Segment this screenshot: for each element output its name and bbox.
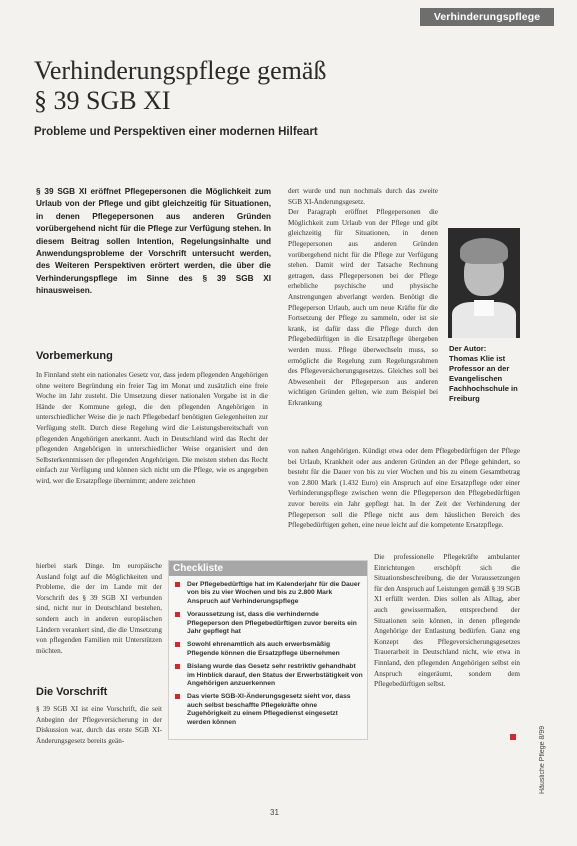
bullet-square-icon bbox=[175, 642, 180, 647]
title-line-1: Verhinderungspflege gemäß bbox=[34, 56, 327, 85]
article-title bbox=[34, 56, 534, 116]
end-mark-icon bbox=[510, 734, 516, 740]
checklist-item: Der Pflegebedürftige hat im Kalenderjahr für die Dauer von bis zu vier Wochen und bis zu 2.800 Mark Anspruch auf Verhinderungspflege bbox=[175, 581, 363, 606]
side-label: Häusliche Pflege 8/99 bbox=[539, 725, 546, 794]
heading-vorschrift: Die Vorschrift bbox=[36, 686, 108, 698]
checklist-item: Das vierte SGB-XI-Änderungsgesetz sieht vor, dass auch selbst beschaffte Pflegekräfte ohne Zugehörigkeit zu einem Pflegedienst eingesetzt werden können bbox=[175, 693, 363, 727]
checklist-heading: Checkliste bbox=[169, 561, 367, 576]
bullet-square-icon bbox=[175, 612, 180, 617]
lead-paragraph: § 39 SGB XI eröffnet Pflegepersonen die Möglichkeit zum Urlaub von der Pflege und gibt gleichzeitig für Situationen, in denen Pflegepersonen aus anderen Gründen vorübergehend nicht für die Pflege zur Verfügung stehen. In diesem Beitrag sollen Intention, Regelungsinhalte und Anwendungsprobleme der Vorschrift untersucht werden, des Weiteren Perspektiven erörtert werden, die über die Verhinderungspflege im Sinne des § 39 SGB XI hinausweisen. bbox=[36, 187, 271, 296]
text-vorbemerkung: In Finnland steht ein nationales Gesetz vor, dass jedem pflegenden Angehörigen ohne weitere Begründung ein freier Tag im Monat und zusätzlich eine freie Woche im Jahr zusteht. Die Umsetzung dieser nationalen Vorgabe ist in die Hände der Kommune gelegt, die den pflegenden Angehörigen in unterschiedlicher Weise die je nach Pflegebedarf benötigten Gelegenheiten zur Verfügung stellt. Durch diese Regelung wird die Leistungsbereitschaft von pflegenden Angehörigen anerkannt. Auch in Deutschland wird das Recht der pflegenden Angehörigen in unterschiedlicher Weise organisiert und den Selbsterkenntnissen der pflegenden Angehörigen. Die meisten stehen das Recht einfach zur Verfügung und können sich nicht um die Pflege, wie es angegeben wird, wer die Ersatzpflege übernimmt; andere zeichnen bbox=[36, 371, 268, 485]
text-vorschrift: § 39 SGB XI ist eine Vorschrift, die seit Anbeginn der Pflegeversicherung in der Diskussion war, durch das erste SGB XI-Änderungsgesetz bereits geän- bbox=[36, 705, 162, 745]
page-number: 31 bbox=[270, 808, 279, 817]
checklist-box bbox=[168, 560, 368, 740]
author-caption: Der Autor: Thomas Klie ist Professor an der Evangelischen Fachhochschule in Freiburg bbox=[449, 344, 518, 403]
author-photo bbox=[448, 228, 520, 338]
text-right-column-2: Die professionelle Pflegekräfte ambulanter Einrichtungen erschöpft sich die Situationsbeschreibung, die der Voraussetzungen für den Anspruch auf Leistungen gemäß § 39 SGB XI erfüllt werden. Dies sollen als Alltag, aber auch gewissermaßen, entsprechend der Situationen sein können, in denen pflegende Angehörige der Entlastung bedürfen. Ganz eng Konzept des Pflegeversicherungsgesetzes Trauerarbeit in Deutschland nicht, wie etwa in Finnland, den pflegenden Angehörigen selbst ein Anspruch eingeräumt, sondern dem Pflegebedürftigen selbst. bbox=[374, 553, 520, 689]
checklist-item: Sowohl ehrenamtlich als auch erwerbsmäßig Pflegende können die Ersatzpflege übernehmen bbox=[175, 641, 363, 658]
heading-vorbemerkung: Vorbemerkung bbox=[36, 350, 113, 362]
article-subtitle: Probleme und Perspektiven einer modernen Hilfeart bbox=[34, 126, 318, 138]
checklist-item: Voraussetzung ist, dass die verhindernde Pflegeperson den Pflegebedürftigen zuvor bereits ein Jahr gepflegt hat bbox=[175, 611, 363, 636]
checklist-item: Bislang wurde das Gesetz sehr restriktiv gehandhabt im Hinblick darauf, den Status der Erwerbstätigkeit von Angehörigen anzuerkennen bbox=[175, 663, 363, 688]
text-right-column: von nahen Angehörigen. Kündigt etwa oder dem Pflegebedürftigen der Pflege bei Urlaub, Krankheit oder aus anderen Gründen an der Pflege gehindert, so besteht für die Dauer von bis zu vier Wochen und bis zu einem Gesamtbetrag von 2.800 Mark (1.432 Euro) ein Anspruch auf eine Ersatzpflege oder einer Verhinderungspflege zwischen wenn die Pflegeperson den Pflegebedürftigen zuvor bereits ein Jahr gepflegt hat. In der Zeit der Verhinderung der Pflegeperson soll die Pflege nicht aus dem häuslichen Bereich des Pflegebedürftigen gehen, eine neue leicht auf die kompetente Ersatzpflege. bbox=[288, 447, 520, 530]
bullet-square-icon bbox=[175, 582, 180, 587]
text-middle-column: dert wurde und nun nochmals durch das zweite SGB XI-Änderungsgesetz. Der Paragraph eröffnet Pflegepersonen die Möglichkeit zum Urlaub von der Pflege und gibt gleichzeitig für Situationen, in denen Pflegepersonen aus anderen Gründen vorübergehend nicht für die Pflege zur Verfügung stehen. Damit wird der Tatsache Rechnung getragen, dass Pflegepersonen bei der Pflege erhebliche psychische und physische Anstrengungen abverlangt werden. Benötigt die Pflegeperson Urlaub, auch um neue Kräfte für die Fortsetzung der Pflege zu sammeln, oder ist sie krank, ist dafür dass die Pflege durch den Pflegebedürftigen in die Ersatzpflege übergeben werden muss. Pflege überwechseln muss, so ermöglicht die Regelung zum Regelungsrahmen des Pflegeversicherungsgesetzes. Gleiches soll bei Abwesenheit der Pflegeperson aus anderen wichtigen Gründen gelten, wie zum Beispiel bei Erkrankung bbox=[288, 187, 438, 407]
text-vorbemerkung-cont: hierbei stark Dinge. Im europäische Ausland folgt auf die Möglichkeiten und Probleme, die der im Lande mit der Vorschrift des § 39 SGB XI verbunden sind, nicht nur in Deutschland bestehen, sondern auch in anderen europäischen Ländern verankert sind, die die Umsetzung von pflegenden Familien mit Unterstützen möchten. bbox=[36, 562, 162, 655]
bullet-square-icon bbox=[175, 664, 180, 669]
section-tag: Verhinderungspflege bbox=[420, 8, 554, 26]
title-line-2: § 39 SGB XI bbox=[34, 86, 171, 115]
bullet-square-icon bbox=[175, 694, 180, 699]
